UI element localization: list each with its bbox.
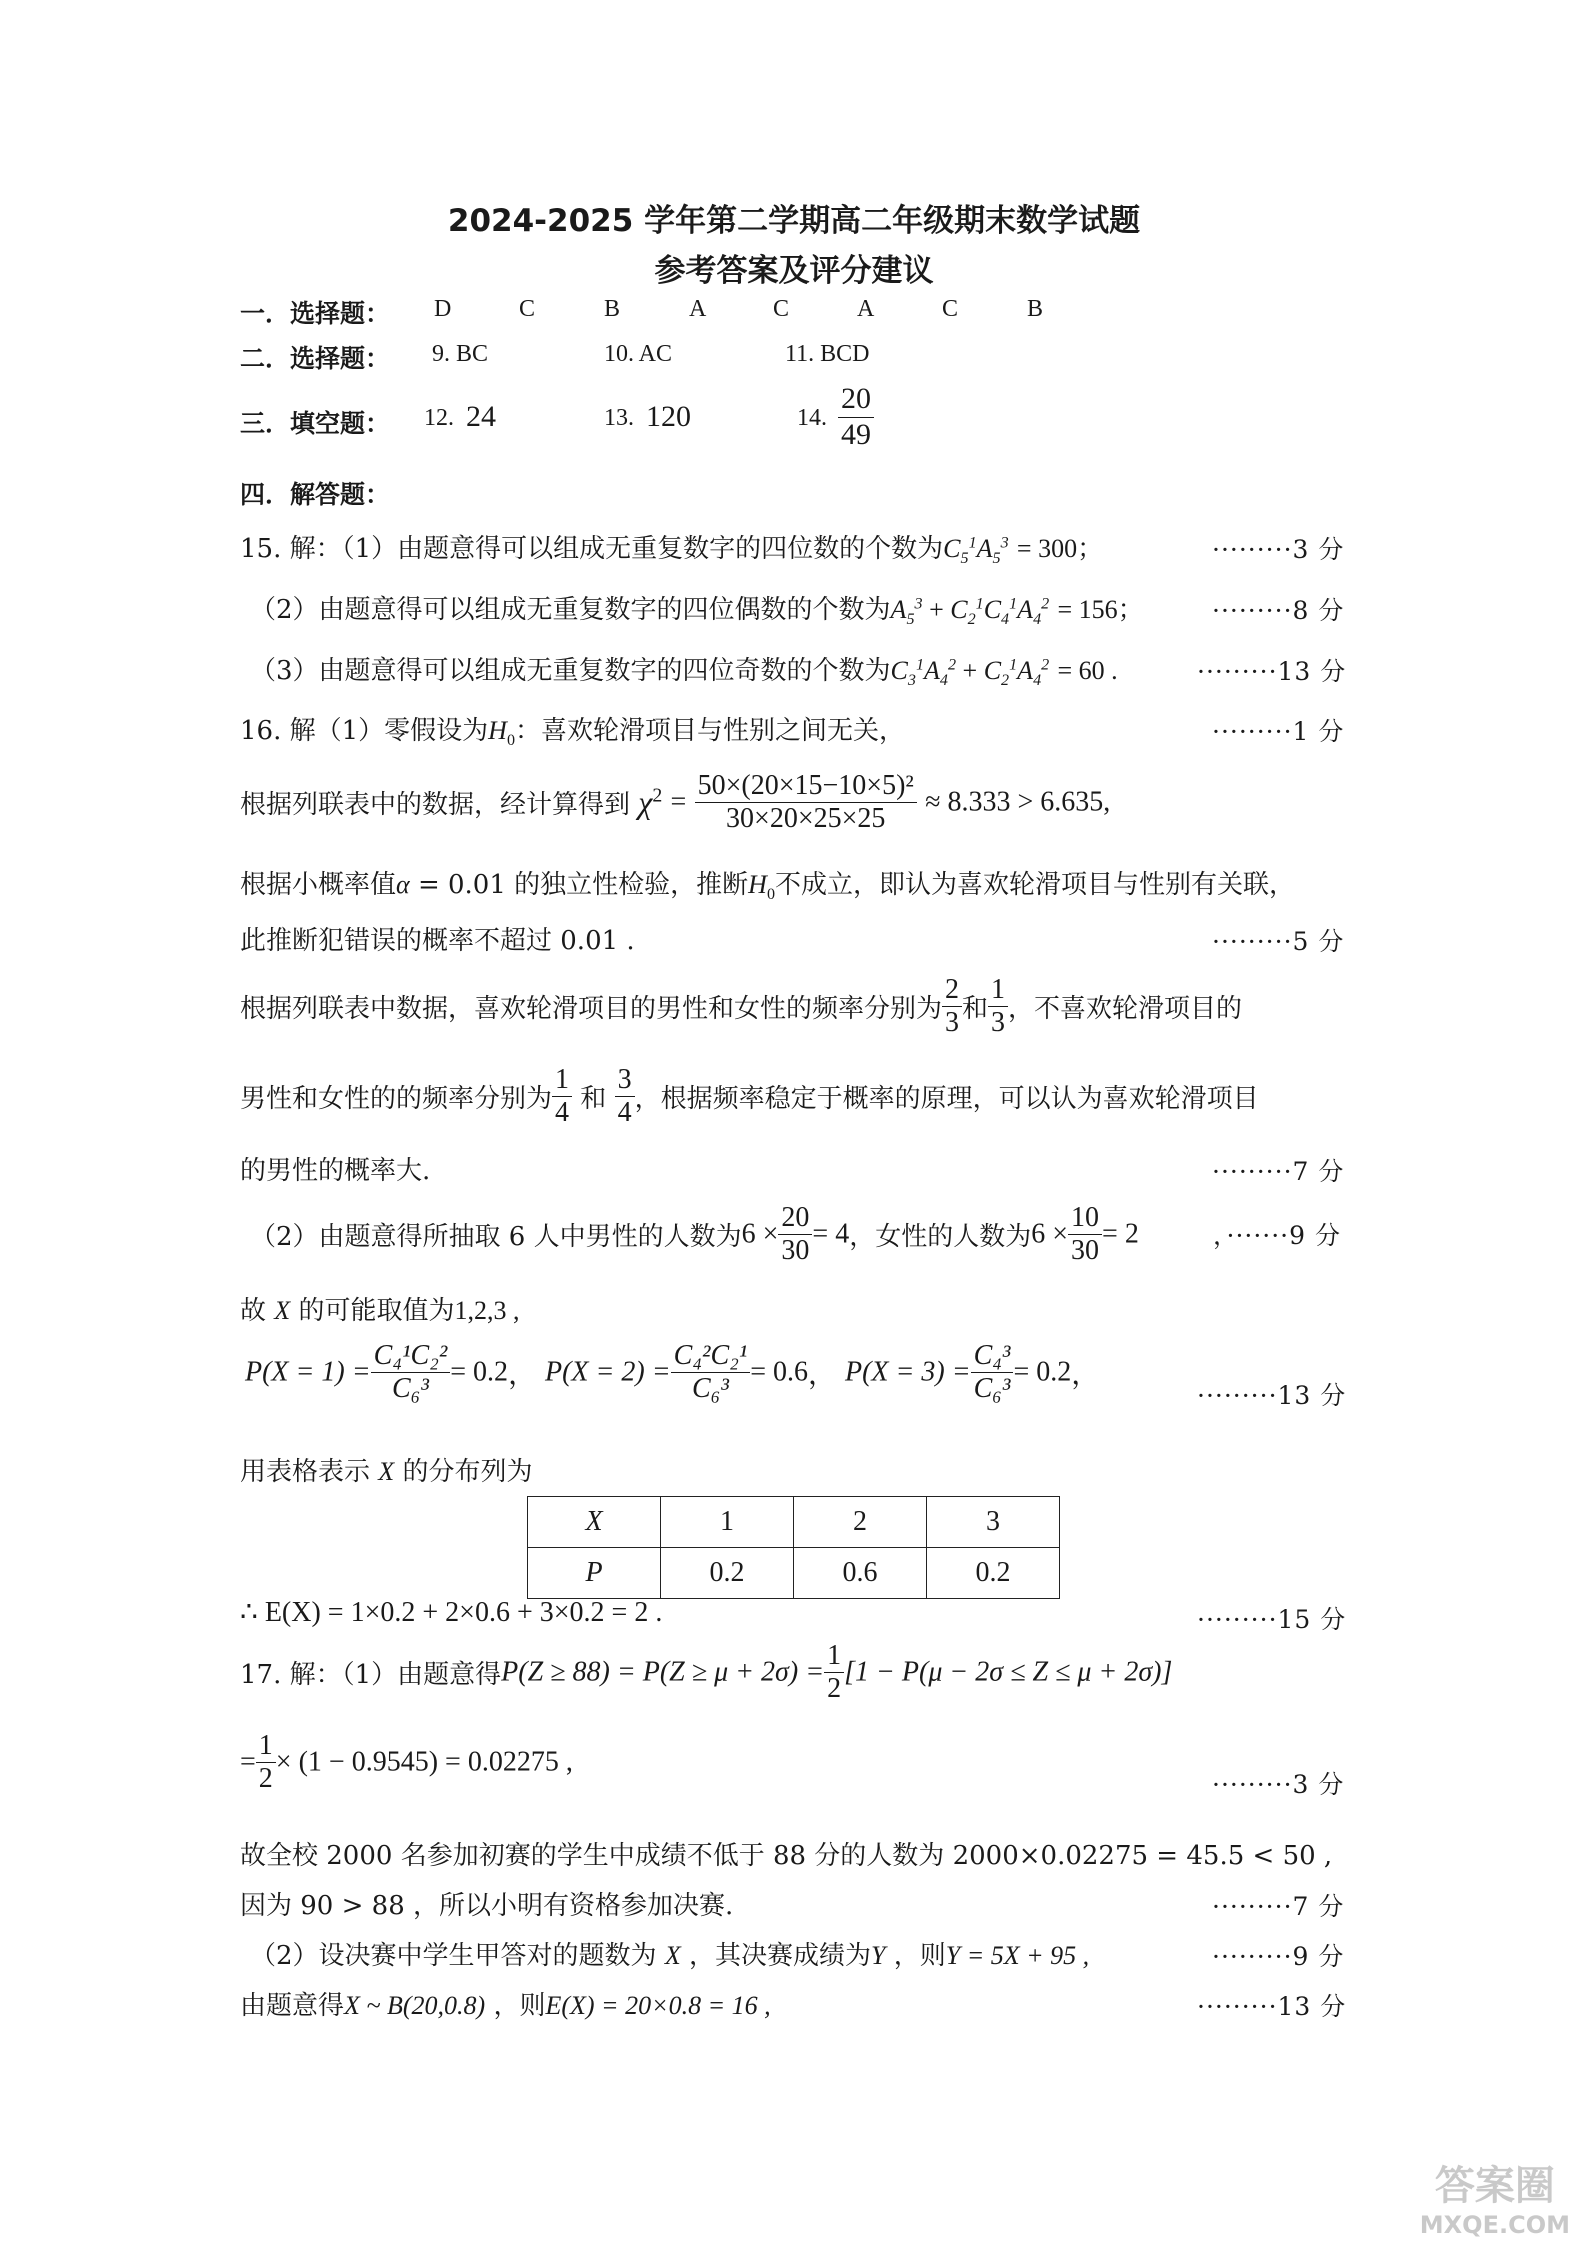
q16-text: ，女性的人数为 xyxy=(849,1222,1032,1253)
denominator: C₆³ xyxy=(392,1373,429,1405)
score: ·········1 分 xyxy=(1212,717,1345,746)
math: P(Z ≥ 88) = P(Z ≥ μ + 2σ) = xyxy=(501,1656,825,1688)
h0-letter: H xyxy=(488,716,507,745)
numerator: 1 xyxy=(824,1640,844,1673)
watermark-logo xyxy=(1420,2154,1570,2239)
h0-symbol: $H_0$ xyxy=(488,716,515,750)
numerator: C₄¹C₂² xyxy=(371,1340,451,1373)
q16-text: ，根据频率稳定于概率的原理，可以认为喜欢轮滑项目 xyxy=(634,1084,1259,1115)
prob-value: = 0.2 xyxy=(450,1356,509,1388)
q12-answer: 24 xyxy=(466,400,496,433)
fraction xyxy=(988,974,1008,1039)
table-cell: 1 xyxy=(661,1497,794,1548)
q13-number: 13. xyxy=(604,405,634,431)
q17-line4: 因为 90 > 88 ，所以小明有资格参加决赛. xyxy=(240,1891,734,1921)
q16-text: ，不喜欢轮滑项目的 xyxy=(1008,994,1243,1025)
math: X ~ B(20,0.8) xyxy=(344,1991,486,2020)
score: ·········7 分 xyxy=(1212,1892,1345,1921)
section4-label: 四．解答题： xyxy=(240,480,391,509)
multi-answer: 9. BC xyxy=(432,341,489,367)
table-intro xyxy=(240,1451,532,1488)
denominator: 3 xyxy=(991,1007,1006,1039)
fraction xyxy=(615,1064,635,1129)
denominator: 4 xyxy=(555,1097,570,1129)
q15-line3 xyxy=(250,650,1118,690)
numerator: 1 xyxy=(552,1064,572,1097)
q16-text: 不成立，即认为喜欢轮滑项目与性别有关联， xyxy=(775,870,1296,900)
fraction xyxy=(1068,1202,1102,1267)
mcq-answer: C xyxy=(942,296,959,322)
numerator: 1 xyxy=(256,1730,276,1763)
q15-part1-formula: $C_5^1A_5^3$ xyxy=(943,534,1009,568)
equals: = xyxy=(670,786,687,818)
q16-text: 用表格表示 xyxy=(240,1457,371,1487)
score: ·········8 分 xyxy=(1212,596,1345,625)
alpha-symbol: α xyxy=(396,870,410,899)
fraction xyxy=(256,1730,276,1795)
math: [1 − P(μ − 2σ ≤ Z ≤ μ + 2σ)] xyxy=(844,1656,1173,1688)
q15-part1-value: = 300； xyxy=(1016,534,1104,563)
table-cell: X xyxy=(528,1497,661,1548)
q15-line1 xyxy=(240,528,1103,568)
q16-line5 xyxy=(240,974,1242,1039)
fraction xyxy=(552,1064,572,1129)
math: 6 × xyxy=(741,1218,779,1250)
numerator: C₄³ xyxy=(971,1340,1014,1373)
q15-line2 xyxy=(250,589,1144,629)
mcq-answer: B xyxy=(604,296,621,322)
chi-square-line xyxy=(240,770,1110,835)
q16-line1 xyxy=(240,710,905,750)
q14-number: 14. xyxy=(797,405,827,431)
mcq-answer: A xyxy=(857,296,875,322)
q17-text: 17. 解：（1）由题意得 xyxy=(240,1660,502,1691)
q17-line1 xyxy=(240,1640,1172,1705)
watermark-bottom: MXQE.COM xyxy=(1419,2211,1570,2239)
q15-part3-formula: $C_3^1A_4^2 + C_2^1A_4^2$ xyxy=(890,656,1050,690)
h0-letter: H xyxy=(748,870,767,899)
section3-label: 三．填空题： xyxy=(240,409,391,438)
q14-answer xyxy=(838,382,874,452)
q16-text: 故 xyxy=(240,1296,267,1326)
chi-fraction xyxy=(695,770,917,835)
q17-text: 由题意得 xyxy=(240,1991,345,2021)
prob-label: P(X = 3) = xyxy=(844,1356,971,1388)
numerator: 20 xyxy=(778,1202,812,1235)
prob-value: = 0.6 xyxy=(750,1356,809,1388)
q16-part2-line xyxy=(250,1202,1139,1267)
q17-line3: 故全校 2000 名参加初赛的学生中成绩不低于 88 分的人数为 2000×0.02275 = 45.5 < 50 , xyxy=(240,1841,1333,1871)
multi-answer: 11. BCD xyxy=(785,341,870,367)
page-subtitle: 参考答案及评分建议 xyxy=(654,253,934,289)
q17-line5 xyxy=(250,1935,1089,1972)
score: ·········9 分 xyxy=(1212,1942,1345,1971)
mcq-answer: A xyxy=(689,296,707,322)
q16-line7: 的男性的概率大. xyxy=(240,1156,431,1186)
q15-part3-text: （3）由题意得可以组成无重复数字的四位奇数的个数为 xyxy=(250,656,891,686)
q17-text: （2）设决赛中学生甲答对的题数为 xyxy=(250,1941,657,1971)
h0-symbol: $H_0$ xyxy=(748,870,775,904)
q16-text: 根据列联表中的数据，经计算得到 xyxy=(240,790,631,821)
watermark-top: 答案圈 xyxy=(1434,2163,1555,2209)
table-row xyxy=(528,1548,1060,1599)
math: Y = 5X + 95 , xyxy=(945,1941,1090,1970)
section2-label: 二．选择题： xyxy=(240,344,391,373)
q17-text: ，则 xyxy=(893,1941,946,1971)
q15-part2-value: = 156； xyxy=(1057,595,1144,624)
q17-text: ，其决赛成绩为 xyxy=(688,1941,871,1971)
q15-part3-value: = 60 . xyxy=(1057,656,1118,685)
numerator: 2 xyxy=(942,974,962,1007)
numerator: C₄²C₂¹ xyxy=(671,1340,751,1373)
denominator: 4 xyxy=(617,1097,632,1129)
q16-text: 根据小概率值 xyxy=(240,870,397,900)
mcq-answer: B xyxy=(1027,296,1044,322)
mcq-answer: D xyxy=(434,296,452,322)
q15-part2-formula: $A_5^3 + C_2^1C_4^1A_4^2$ xyxy=(890,595,1050,629)
q16-text: 和 xyxy=(962,994,989,1025)
q16-text: 根据列联表中数据，喜欢轮滑项目的男性和女性的频率分别为 xyxy=(240,994,943,1025)
section1-label: 一．选择题： xyxy=(240,299,391,328)
multi-answer: 10. AC xyxy=(604,341,673,367)
prob-label: P(X = 2) = xyxy=(544,1356,671,1388)
score: ·········15 分 xyxy=(1197,1605,1347,1634)
q16-text: 的可能取值为 xyxy=(298,1296,455,1326)
q17-line2 xyxy=(240,1730,573,1795)
probability-line: P(X = 1) = $\frac{\text{C₄¹C₂²}}{\text{C₆³}}$ = 0.2， P(X = 2) = $\frac{\text{C₄²C₂¹}}{\text{C₆³}}$ = 0.6， P(X = 3) = $\frac{\text{C₄³}}{\text{C₆³}}$ = 0.2， xyxy=(245,1340,1100,1405)
q17-line6 xyxy=(240,1985,771,2022)
chi-symbol: $\chi^2$ xyxy=(638,784,663,821)
score: ·········13 分 xyxy=(1197,657,1347,686)
fraction xyxy=(778,1202,812,1267)
var-x: X xyxy=(664,1941,681,1970)
fraction xyxy=(371,1340,451,1405)
table-row xyxy=(528,1497,1060,1548)
q16-text: ：喜欢轮滑项目与性别之间无关， xyxy=(515,716,906,746)
score: ·········13 分 xyxy=(1197,1992,1347,2021)
q16-line6 xyxy=(240,1064,1259,1129)
mcq-answer: C xyxy=(519,296,536,322)
numerator: 10 xyxy=(1068,1202,1102,1235)
prob-label: P(X = 1) = xyxy=(245,1356,371,1388)
q16-text: = 0.01 的独立性检验，推断 xyxy=(417,870,749,900)
score: ·········3 分 xyxy=(1212,535,1345,564)
denominator: 30 xyxy=(1071,1235,1100,1267)
q16-text: 男性和女性的的频率分别为 xyxy=(240,1084,553,1115)
denominator: C₆³ xyxy=(692,1373,729,1405)
q16-text: （2）由题意得所抽取 6 人中男性的人数为 xyxy=(250,1222,742,1253)
numerator: 1 xyxy=(988,974,1008,1007)
table-cell: 0.2 xyxy=(927,1548,1060,1599)
denominator: 2 xyxy=(258,1763,273,1795)
math: = 4 xyxy=(812,1218,850,1250)
q13-answer: 120 xyxy=(646,400,691,433)
var-y: Y xyxy=(870,1941,886,1970)
score: ·········5 分 xyxy=(1212,927,1345,956)
q16-text: 和 xyxy=(580,1084,607,1115)
q16-line3 xyxy=(240,864,1295,904)
numerator: 3 xyxy=(615,1064,635,1097)
table-cell: 0.6 xyxy=(794,1548,927,1599)
chi-result: ≈ 8.333 > 6.635, xyxy=(925,786,1111,818)
var-x: X xyxy=(274,1296,291,1325)
math: = 2 xyxy=(1102,1218,1139,1250)
expectation-line: ∴ E(X) = 1×0.2 + 2×0.6 + 3×0.2 = 2 . xyxy=(240,1597,663,1628)
q16-values-line xyxy=(240,1290,519,1327)
denominator: 3 xyxy=(945,1007,960,1039)
denominator: 49 xyxy=(841,417,871,451)
math: 6 × xyxy=(1031,1218,1069,1250)
q15-part1-text: 15. 解：（1）由题意得可以组成无重复数字的四位数的个数为 xyxy=(240,534,944,564)
math: × (1 − 0.9545) = 0.02275 , xyxy=(275,1746,573,1778)
fraction xyxy=(838,382,874,452)
fraction xyxy=(671,1340,751,1405)
table-cell: 0.2 xyxy=(661,1548,794,1599)
q17-text: ，则 xyxy=(493,1991,546,2021)
math: E(X) = 20×0.8 = 16 , xyxy=(545,1991,771,2020)
fraction xyxy=(942,974,962,1039)
table-cell: 3 xyxy=(927,1497,1060,1548)
score: ·········13 分 xyxy=(1197,1381,1347,1410)
denominator: 2 xyxy=(827,1673,842,1705)
denominator: C₆³ xyxy=(973,1373,1011,1405)
score: ·········7 分 xyxy=(1212,1157,1345,1186)
prob-value: = 0.2 xyxy=(1013,1356,1072,1388)
q12-number: 12. xyxy=(424,405,454,431)
x-values: 1,2,3 , xyxy=(454,1296,520,1325)
q16-text: 的分布列为 xyxy=(402,1457,533,1487)
score: ，·······9 分 xyxy=(1213,1221,1341,1250)
numerator: 20 xyxy=(838,382,874,418)
q15-part2-text: （2）由题意得可以组成无重复数字的四位偶数的个数为 xyxy=(250,595,891,625)
mcq-answer: C xyxy=(773,296,790,322)
table-cell: P xyxy=(528,1548,661,1599)
q16-text: 16. 解（1）零假设为 xyxy=(240,716,489,746)
distribution-table xyxy=(527,1496,1060,1599)
var-x: X xyxy=(378,1457,395,1486)
q16-line4: 此推断犯错误的概率不超过 0.01 . xyxy=(240,926,635,956)
table-cell: 2 xyxy=(794,1497,927,1548)
chi-letter: χ xyxy=(638,784,653,821)
page-title: 2024-2025 学年第二学期高二年级期末数学试题 xyxy=(447,203,1141,239)
equals: = xyxy=(240,1746,256,1778)
denominator: 30×20×25×25 xyxy=(726,803,886,835)
score: ·········3 分 xyxy=(1212,1770,1345,1799)
fraction xyxy=(824,1640,844,1705)
numerator: 50×(20×15−10×5)² xyxy=(695,770,917,803)
fraction xyxy=(971,1340,1014,1405)
denominator: 30 xyxy=(781,1235,810,1267)
